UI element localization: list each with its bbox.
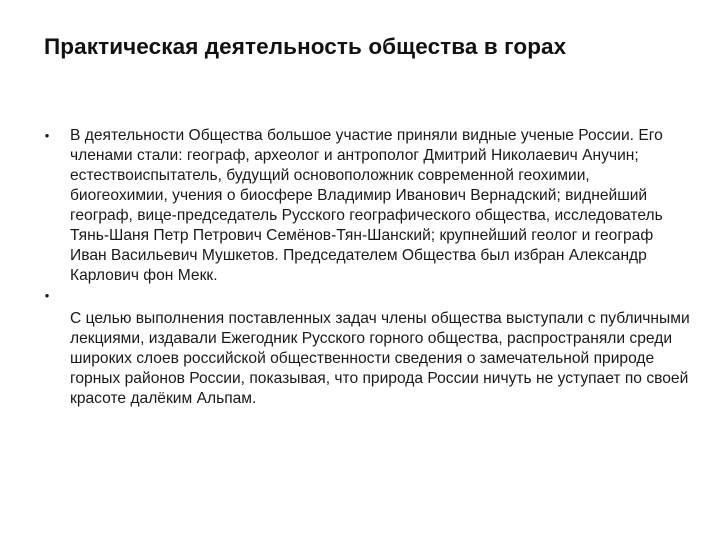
paragraph-text: С целью выполнения поставленных задач члены общества выступали с публичными лекциями, издавали Ежегодник Русского горного общества, распространяли среди широких слоев российской общественности сведения о замечательной природе горных районов России, показывая, что природа России ничуть не уступает по своей красоте далёким Альпам. bbox=[70, 310, 690, 407]
bullet-dot-icon: • bbox=[44, 288, 50, 303]
bullet-dot-icon: • bbox=[44, 128, 50, 143]
bullet-item bbox=[40, 126, 690, 286]
bullet-item-empty bbox=[40, 286, 690, 306]
bullet-list bbox=[40, 126, 690, 409]
bullet-text: В деятельности Общества большое участие приняли видные ученые России. Его членами стали: географ, археолог и антрополог Дмитрий Николаевич Анучин; естествоиспытатель, будущий основоположник современной геохимии, биогеохимии, учения о биосфере Владимир Иванович Вернадский; виднейший географ, вице-председатель Русского географического общества, исследователь Тянь-Шаня Петр Петрович Семёнов-Тян-Шанский; крупнейший геолог и географ Иван Васильевич Мушкетов. Председателем Общества был избран Александр Карлович фон Мекк. bbox=[70, 127, 663, 284]
slide-title: Практическая деятельность общества в горах bbox=[44, 34, 567, 59]
